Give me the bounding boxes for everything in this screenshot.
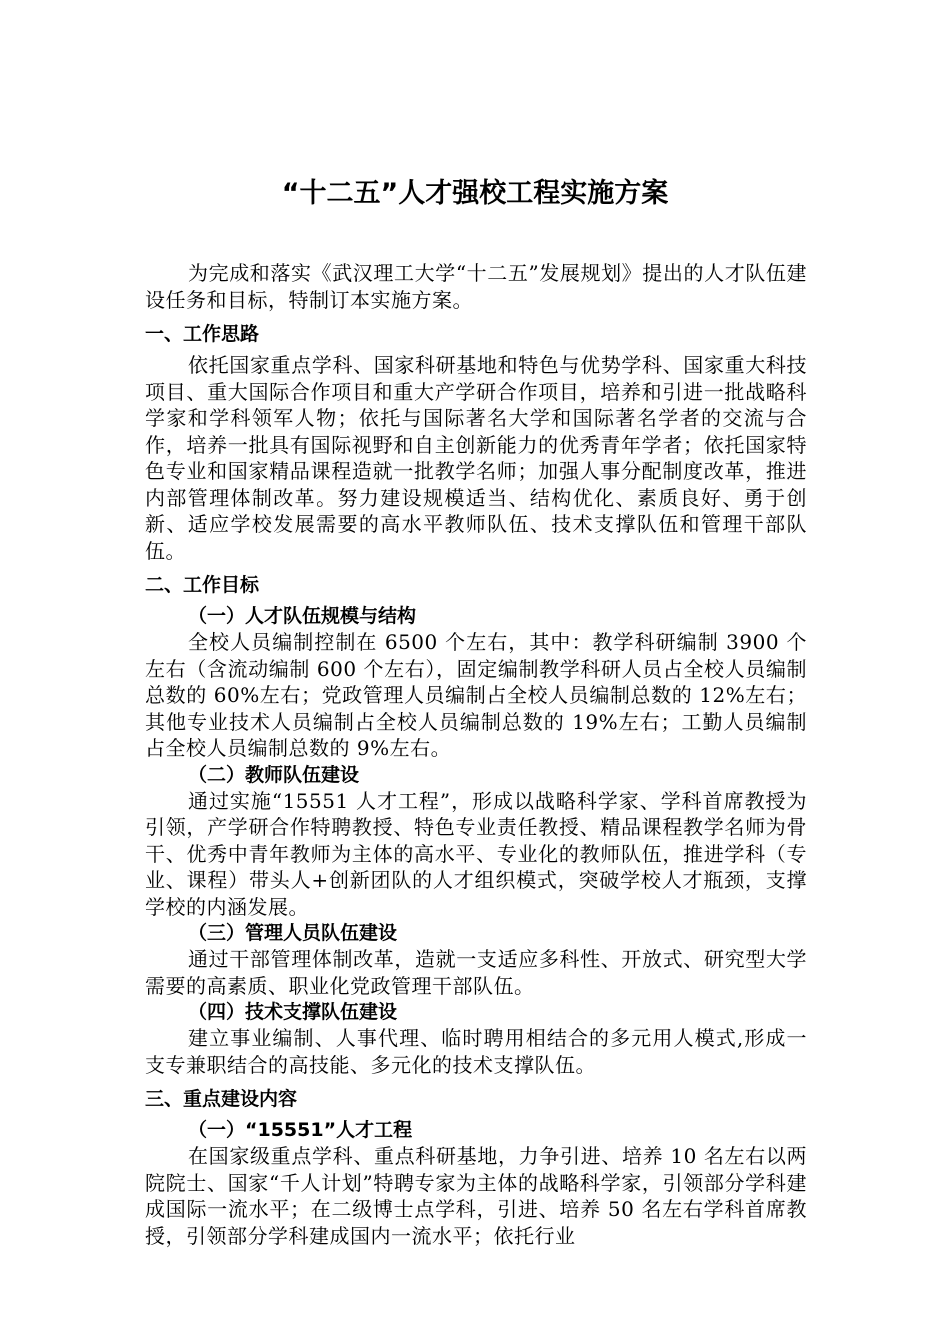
subheading-technical-team: （四）技术支撑队伍建设 bbox=[188, 1001, 398, 1023]
teacher-team-paragraph: 通过实施“15551 人才工程”，形成以战略科学家、学科首席教授为引领，产学研合作特聘教授、特色专业责任教授、精品课程教学名师为骨干、优秀中青年教师为主体的高水平、专业化的教师队伍，推进学科（专业、课程）带头人+创新团队的人才组织模式，突破学校人才瓶颈，支撑学校的内涵发展。 bbox=[145, 788, 807, 919]
document-title: “十二五”人才强校工程实施方案 bbox=[281, 178, 669, 209]
management-team-paragraph: 通过干部管理体制改革，造就一支适应多科性、开放式、研究型大学需要的高素质、职业化党政管理干部队伍。 bbox=[145, 947, 807, 998]
subheading-15551-project: （一）“15551”人才工程 bbox=[188, 1119, 413, 1141]
subheading-talent-scale: （一）人才队伍规模与结构 bbox=[188, 605, 417, 627]
intro-paragraph: 为完成和落实《武汉理工大学“十二五”发展规划》提出的人才队伍建设任务和目标，特制订本实施方案。 bbox=[145, 261, 807, 312]
section-heading-work-goals: 二、工作目标 bbox=[145, 574, 260, 596]
15551-project-paragraph: 在国家级重点学科、重点科研基地，力争引进、培养 10 名左右以两院院士、国家“千人计划”特聘专家为主体的战略科学家，引领部分学科建成国际一流水平；在二级博士点学科，引进、培养 50 名左右学科首席教授，引领部分学科建成国内一流水平；依托行业 bbox=[145, 1144, 807, 1248]
document-body bbox=[145, 260, 807, 1249]
work-ideas-paragraph: 依托国家重点学科、国家科研基地和特色与优势学科、国家重大科技项目、重大国际合作项目和重大产学研合作项目，培养和引进一批战略科学家和学科领军人物；依托与国际著名大学和国际著名学者的交流与合作，培养一批具有国际视野和自主创新能力的优秀青年学者；依托国家特色专业和国家精品课程造就一批教学名师；加强人事分配制度改革，推进内部管理体制改革。努力建设规模适当、结构优化、素质良好、勇于创新、适应学校发展需要的高水平教师队伍、技术支撑队伍和管理干部队伍。 bbox=[145, 353, 807, 563]
subheading-teacher-team: （二）教师队伍建设 bbox=[188, 763, 360, 786]
talent-scale-paragraph: 全校人员编制控制在 6500 个左右，其中：教学科研编制 3900 个左右（含流动编制 600 个左右），固定编制教学科研人员占全校人员编制总数的 60%左右；党政管理人员编制占全校人员编制总数的 12%左右；其他专业技术人员编制占全校人员编制总数的 19%左右；工勤人员编制占全校人员编制总数的 9%左右。 bbox=[145, 630, 807, 760]
section-heading-key-content: 三、重点建设内容 bbox=[145, 1088, 298, 1110]
subheading-management-team: （三）管理人员队伍建设 bbox=[188, 922, 398, 944]
section-heading-work-ideas: 一、工作思路 bbox=[145, 323, 260, 345]
technical-team-paragraph: 建立事业编制、人事代理、临时聘用相结合的多元用人模式,形成一支专兼职结合的高技能、多元化的技术支撑队伍。 bbox=[145, 1026, 807, 1077]
